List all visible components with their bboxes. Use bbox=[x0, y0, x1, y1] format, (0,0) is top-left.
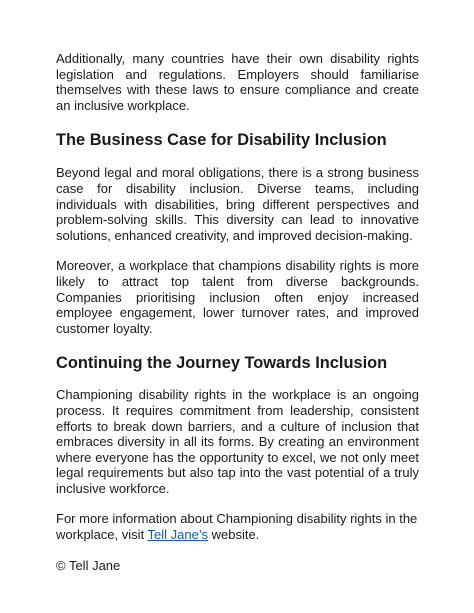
more-info-suffix: website. bbox=[207, 527, 260, 543]
tell-jane-website-link[interactable]: Tell Jane’s bbox=[147, 527, 208, 543]
more-info-prefix: For more information about Championing disability rights in the workplace, visit bbox=[56, 511, 418, 543]
business-case-paragraph-2: Moreover, a workplace that champions disability rights is more likely to attract top talent from diverse backgrounds. Companies prioritising inclusion often enjoy increased employee engagement, lower turnover rates, and improved customer loyalty. bbox=[56, 258, 419, 336]
copyright-line: © Tell Jane bbox=[56, 557, 121, 573]
more-info-paragraph bbox=[56, 511, 419, 542]
continuing-journey-paragraph: Championing disability rights in the workplace is an ongoing process. It requires commitment from leadership, consistent efforts to break down barriers, and a culture of inclusion that embraces diversity in all its forms. By creating an environment where everyone has the opportunity to excel, we not only meet legal requirements but also tap into the vast potential of a truly inclusive workforce. bbox=[56, 387, 419, 496]
section-heading-business-case: The Business Case for Disability Inclusion bbox=[56, 131, 387, 150]
intro-paragraph: Additionally, many countries have their own disability rights legislation and regulations. Employers should familiarise themselves with these laws to ensure compliance and create an inclusive workplace. bbox=[56, 51, 419, 113]
business-case-paragraph-1: Beyond legal and moral obligations, there is a strong business case for disability inclusion. Diverse teams, including individuals with disabilities, bring different perspectives and problem-solving skills. This diversity can lead to innovative solutions, enhanced creativity, and improved decision-making. bbox=[56, 165, 419, 243]
document-page bbox=[56, 51, 419, 573]
section-heading-continuing-journey: Continuing the Journey Towards Inclusion bbox=[56, 354, 388, 373]
